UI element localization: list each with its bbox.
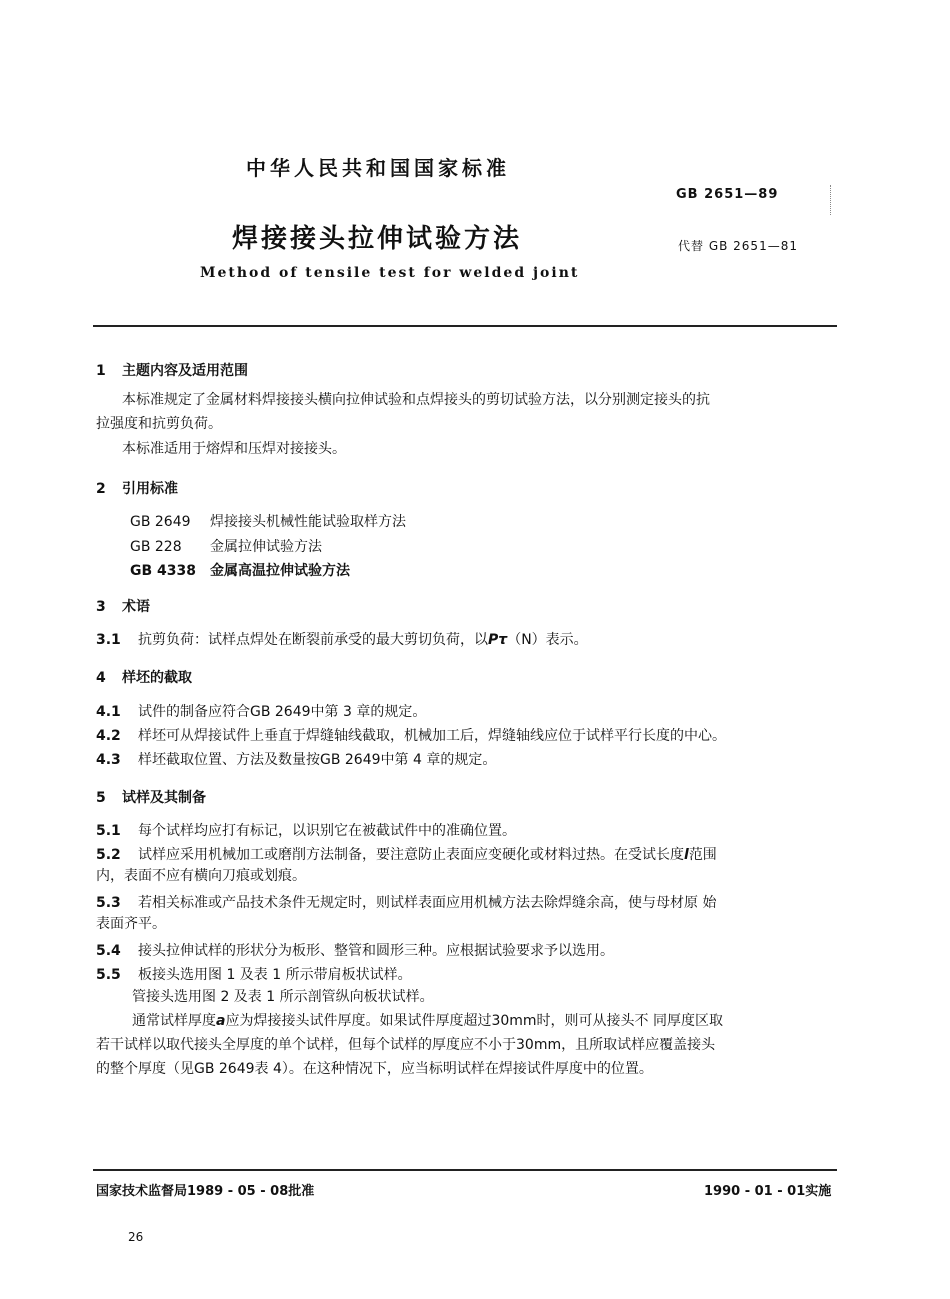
header-divider xyxy=(93,325,837,327)
section-number: 1 xyxy=(96,363,106,379)
paragraph-line: 拉强度和抗剪负荷。 xyxy=(96,416,222,432)
symbol-p-tau: Pτ xyxy=(488,632,508,648)
clause-number: 4.1 xyxy=(96,704,121,720)
paragraph-line: 管接头选用图 2 及表 1 所示剖管纵向板状试样。 xyxy=(132,989,434,1005)
section-title: 样坯的截取 xyxy=(122,670,192,686)
section-number: 4 xyxy=(96,670,106,686)
clause-4-2 xyxy=(96,725,726,745)
clause-number: 4.3 xyxy=(96,752,121,768)
clause-number: 5.2 xyxy=(96,847,121,863)
paragraph-line: 表面齐平。 xyxy=(96,916,166,932)
clause-4-3 xyxy=(96,749,496,769)
clause-number: 5.5 xyxy=(96,967,121,983)
clause-text: 板接头选用图 1 及表 1 所示带肩板状试样。 xyxy=(138,967,412,983)
clause-5-5 xyxy=(96,964,412,984)
paragraph-line: 内，表面不应有横向刀痕或划痕。 xyxy=(96,868,306,884)
footer-divider xyxy=(93,1169,837,1171)
clause-4-1 xyxy=(96,701,426,721)
reference-item xyxy=(130,560,350,580)
clause-text: 范围 xyxy=(688,847,717,863)
standard-number: GB 2651—89 xyxy=(676,187,779,202)
clause-5-3 xyxy=(96,892,716,912)
section-number: 5 xyxy=(96,790,106,806)
national-standard-heading: 中华人民共和国国家标准 xyxy=(246,156,510,180)
clause-5-4 xyxy=(96,940,614,960)
paragraph-line: 本标准规定了金属材料焊接接头横向拉伸试验和点焊接头的剪切试验方法，以分别测定接头的抗 xyxy=(122,392,710,408)
clause-text: （N）表示。 xyxy=(507,632,588,648)
document-title-english: Method of tensile test for welded joint xyxy=(200,265,580,281)
clause-text: 接头拉伸试样的形状分为板形、整管和圆形三种。应根据试验要求予以选用。 xyxy=(138,943,614,959)
clause-number: 3.1 xyxy=(96,632,121,648)
reference-code: GB 228 xyxy=(130,539,182,555)
section-title: 主题内容及适用范围 xyxy=(122,363,248,379)
clause-number: 5.3 xyxy=(96,895,121,911)
approval-date: 国家技术监督局1989 - 05 - 08批准 xyxy=(96,1184,315,1199)
paragraph-line: 若干试样以取代接头全厚度的单个试样，但每个试样的厚度应不小于30mm，且所取试样应覆盖接头 xyxy=(96,1037,716,1053)
clause-number: 5.1 xyxy=(96,823,121,839)
clause-5-1 xyxy=(96,820,516,840)
clause-text: 每个试样均应打有标记，以识别它在被截试件中的准确位置。 xyxy=(138,823,516,839)
section-number: 2 xyxy=(96,481,106,497)
paragraph-text: 通常试样厚度 xyxy=(132,1013,216,1029)
clause-text: 样坯可从焊接试件上垂直于焊缝轴线截取，机械加工后，焊缝轴线应位于试样平行长度的中心。 xyxy=(138,728,726,744)
section-title: 术语 xyxy=(122,599,150,615)
reference-item xyxy=(130,536,322,556)
reference-code: GB 2649 xyxy=(130,514,191,530)
clause-text: 试件的制备应符合GB 2649中第 3 章的规定。 xyxy=(138,704,427,720)
paragraph-line: 的整个厚度（见GB 2649表 4）。在这种情况下，应当标明试样在焊接试件厚度中的位置。 xyxy=(96,1061,653,1077)
scan-edge-mark xyxy=(830,185,832,215)
clause-text: 试样应采用机械加工或磨削方法制备，要注意防止表面应变硬化或材料过热。在受试长度 xyxy=(138,847,684,863)
paragraph-line xyxy=(132,1012,723,1030)
reference-name: 金属高温拉伸试验方法 xyxy=(210,563,350,579)
clause-text: 抗剪负荷：试样点焊处在断裂前承受的最大剪切负荷，以 xyxy=(138,632,488,648)
section-5-heading xyxy=(96,787,206,807)
clause-number: 5.4 xyxy=(96,943,121,959)
section-number: 3 xyxy=(96,599,106,615)
effective-date: 1990 - 01 - 01实施 xyxy=(704,1184,832,1199)
section-4-heading xyxy=(96,667,192,687)
paragraph-line: 本标准适用于熔焊和压焊对接接头。 xyxy=(122,441,346,457)
reference-item xyxy=(130,511,406,531)
page-number: 26 xyxy=(128,1230,144,1244)
reference-name: 焊接接头机械性能试验取样方法 xyxy=(210,514,406,530)
section-2-heading xyxy=(96,478,178,498)
reference-code: GB 4338 xyxy=(130,563,197,579)
symbol-a: a xyxy=(216,1013,226,1029)
symbol-l: l xyxy=(684,847,689,863)
clause-3-1 xyxy=(96,629,588,649)
section-title: 引用标准 xyxy=(122,481,178,497)
clause-number: 4.2 xyxy=(96,728,121,744)
section-3-heading xyxy=(96,596,150,616)
clause-5-2 xyxy=(96,844,717,864)
replaces-standard: 代替 GB 2651—81 xyxy=(678,239,798,253)
reference-name: 金属拉伸试验方法 xyxy=(210,539,322,555)
clause-text: 若相关标准或产品技术条件无规定时，则试样表面应用机械方法去除焊缝余高，使与母材原 始 xyxy=(138,895,717,911)
document-title: 焊接接头拉伸试验方法 xyxy=(232,224,523,254)
paragraph-text: 应为焊接接头试件厚度。如果试件厚度超过30mm时，则可从接头不 同厚度区取 xyxy=(225,1013,723,1029)
section-title: 试样及其制备 xyxy=(122,790,206,806)
section-1-heading xyxy=(96,360,248,380)
clause-text: 样坯截取位置、方法及数量按GB 2649中第 4 章的规定。 xyxy=(138,752,497,768)
